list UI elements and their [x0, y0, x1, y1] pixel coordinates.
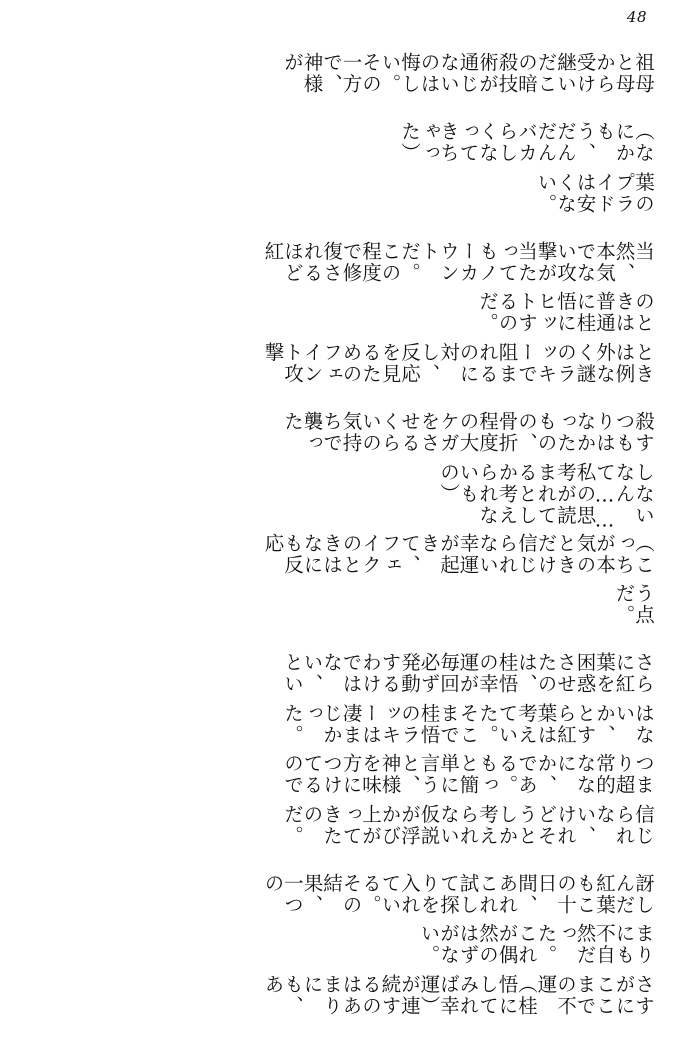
text-column: う点だ。 [612, 583, 655, 626]
text-column: （なにかもう、だんだんバカらしくなってきちゃった） [398, 121, 655, 165]
text-column: はないか、とすら紅葉は考えていた。そこまで桂悟のラッキーは凄まじかった。 [281, 702, 655, 746]
text-column: （こっちが本気のときだけ信じられない幸運が起きて、フェイクのときはなにも反応 [261, 532, 655, 576]
text-column: 信じられない、けれどそうとしか考えられない仮説が浮かび上がってきたのだ。 [281, 803, 655, 847]
text-column: 訝しんだ紅葉もこの十日間、あれこれ試して探りを入れている。その結果、一つの [261, 872, 655, 916]
text-column: しないなんて……私の思考が読まれてるとしか考えられないもの） [437, 461, 655, 533]
text-column: 葉のプライドは安くない。 [534, 171, 655, 215]
page-text-body [30, 52, 653, 1024]
page-number: 48 [626, 8, 647, 26]
text-column: さすがにここまでの不運（桂悟にしてみれば幸運）が連続するのはあまりにも、あ [261, 973, 655, 1017]
text-column: 殺すつもりはなかったものの、骨折程度の大ケガをさせるくらいの気持ちで襲った [281, 411, 655, 455]
text-column: まりにも不自然だった。これが偶然のはずがない。 [417, 923, 655, 967]
text-column: さらに紅葉を困惑させたのは、桂悟の幸運が毎回必ず発動するわけではない、とい [281, 652, 655, 696]
text-column: のときは普通に桂悟にヒットするのだ。 [476, 291, 655, 335]
text-column: つまり超常的ななにか、である。もっと簡単に言うと、神様を味方につけてるので [281, 753, 655, 797]
text-column: 祖母と母から受け継いだこの暗殺技術が通じないのは悔しい。その一方で、神様が [281, 52, 655, 95]
text-column: ときは例外なく謎のラッキーで阻まれるのに対し、反応を見るためのフェイント攻撃 [261, 341, 655, 385]
text-column: 当然、本気でない攻撃が当たってもノーカウントだ。この程度で修復されるほど紅 [261, 241, 655, 284]
